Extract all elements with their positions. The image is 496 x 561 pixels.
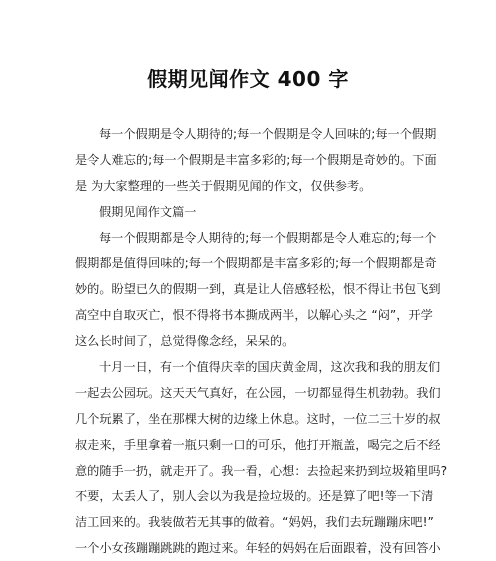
body-line: 假期都是值得回味的;每一个假期都是丰富多彩的;每一个假期都是奇 [75,256,437,271]
body-line: 不要，太丢人了，别人会以为我是捡垃圾的。还是算了吧!等一下清 [75,489,434,504]
body-line: 高空中自取灭亡，恨不得将书本撕成两半，以解心头之 “闷”，开学 [75,308,433,323]
body-line: 洁工回来的。我装做若无其事的做着。“妈妈，我们去玩蹦蹦床吧!” [75,515,434,530]
body-line: 假期见闻作文篇一 [99,204,197,219]
body-line: 妙的。盼望已久的假期一到，真是让人倍感轻松，恨不得让书包飞到 [75,282,441,297]
body-line: 几个玩累了，坐在那棵大树的边缘上休息。这时，一位二三十岁的叔 [75,411,441,426]
document-body [75,122,448,561]
body-line: 一起去公园玩。这天天气真好，在公园，一切都显得生机勃勃。我们 [75,385,441,400]
body-line: 是令人难忘的;每一个假期是丰富多彩的;每一个假期是奇妙的。下面 [75,152,437,167]
body-line: 意的随手一扔，就走开了。我一看，心想：去捡起来扔到垃圾箱里吗? [75,463,448,478]
body-line: 一个小女孩蹦蹦跳跳的跑过来。年轻的妈妈在后面跟着，没有回答小 [75,541,441,556]
document-title: 假期见闻作文 400 字 [147,67,349,91]
body-line: 每一个假期是令人期待的;每一个假期是令人回味的;每一个假期 [99,127,437,141]
body-line: 叔走来，手里拿着一瓶只剩一口的可乐，他打开瓶盖，喝完之后不经 [75,437,441,452]
body-line: 每一个假期都是令人期待的;每一个假期都是令人难忘的;每一个 [99,230,437,245]
body-line: 是 为大家整理的一些关于假期见闻的作文，仅供参考。 [75,178,372,193]
body-line: 十月一日，有一个值得庆幸的国庆黄金周，这次我和我的朋友们 [99,360,441,375]
body-line: 这么长时间了，总觉得像念经，呆呆的。 [75,334,295,349]
